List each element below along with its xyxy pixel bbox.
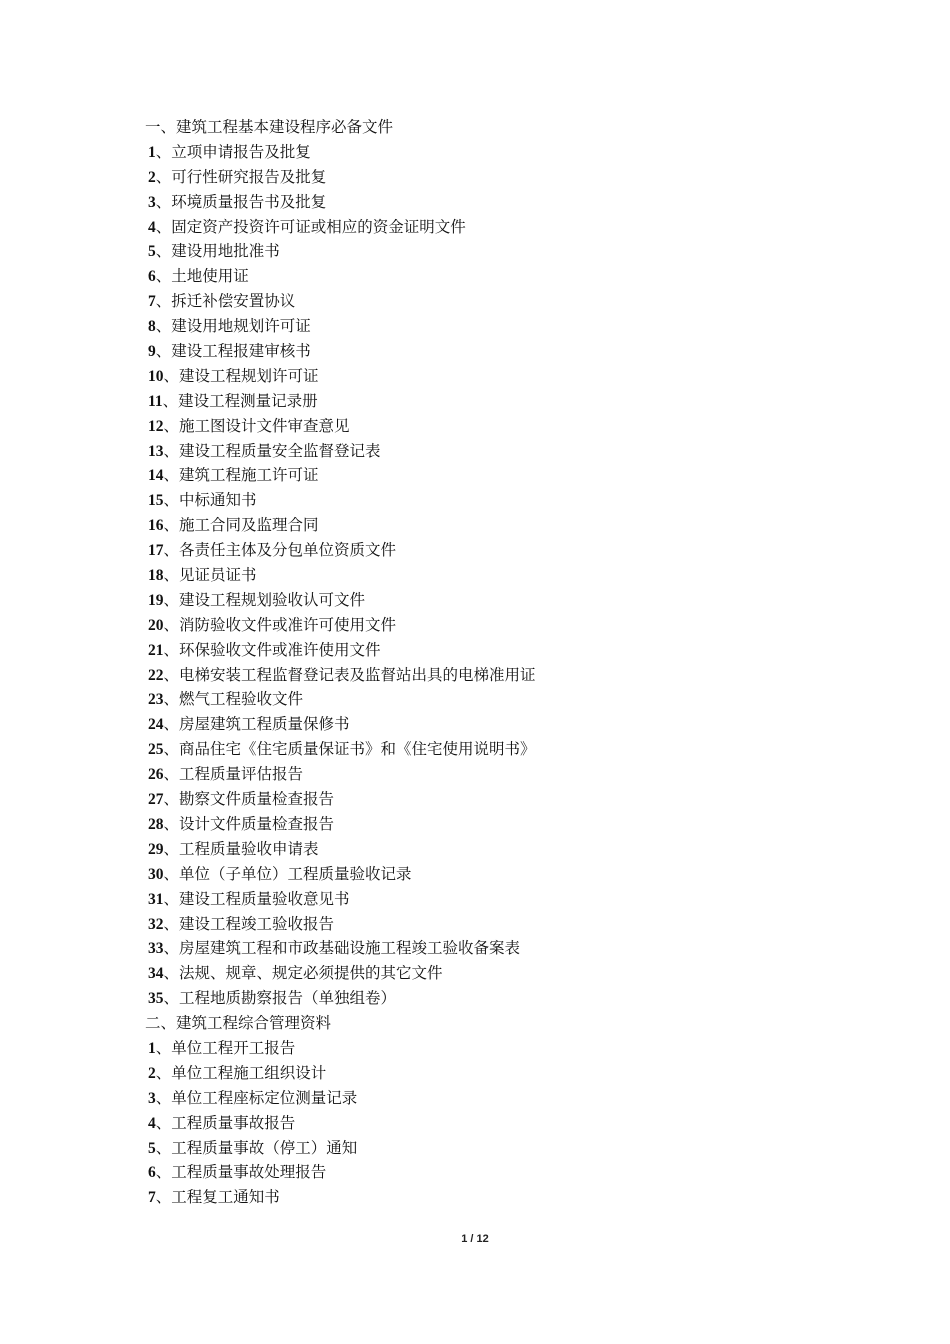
item-number: 11 bbox=[148, 392, 163, 410]
item-number: 30 bbox=[148, 865, 164, 883]
item-number: 4 bbox=[148, 218, 156, 236]
list-item bbox=[145, 488, 845, 513]
item-text: 、可行性研究报告及批复 bbox=[155, 167, 327, 186]
list-item bbox=[145, 613, 845, 638]
page-number: 1 / 12 bbox=[461, 1233, 489, 1245]
item-text: 、工程质量事故（停工）通知 bbox=[155, 1138, 358, 1157]
item-number: 18 bbox=[148, 567, 164, 585]
list-item bbox=[145, 513, 845, 538]
item-number: 12 bbox=[148, 417, 164, 435]
item-number: 6 bbox=[148, 1164, 156, 1182]
item-number: 24 bbox=[148, 716, 164, 734]
list-item bbox=[145, 762, 845, 787]
item-number: 21 bbox=[148, 641, 164, 659]
list-item bbox=[145, 563, 845, 588]
item-number: 15 bbox=[148, 492, 164, 510]
item-text: 、单位工程开工报告 bbox=[155, 1038, 296, 1057]
item-text: 、环保验收文件或准许使用文件 bbox=[163, 640, 381, 659]
item-text: 、单位（子单位）工程质量验收记录 bbox=[163, 864, 412, 883]
item-text: 、房屋建筑工程质量保修书 bbox=[163, 715, 350, 734]
list-item bbox=[145, 140, 845, 165]
list-item bbox=[145, 289, 845, 314]
item-number: 19 bbox=[148, 591, 164, 609]
list-item bbox=[145, 364, 845, 389]
item-number: 28 bbox=[148, 815, 164, 833]
item-text: 、工程质量评估报告 bbox=[163, 765, 304, 784]
item-text: 、消防验收文件或准许可使用文件 bbox=[163, 615, 397, 634]
item-number: 34 bbox=[148, 965, 164, 983]
list-item bbox=[145, 538, 845, 563]
item-text: 、工程复工通知书 bbox=[155, 1188, 280, 1207]
item-number: 25 bbox=[148, 741, 164, 759]
item-text: 、勘察文件质量检查报告 bbox=[163, 790, 335, 809]
item-text: 、建设工程竣工验收报告 bbox=[163, 914, 335, 933]
item-text: 、建设工程质量安全监督登记表 bbox=[163, 441, 381, 460]
item-number: 17 bbox=[148, 542, 164, 560]
item-number: 14 bbox=[148, 467, 164, 485]
list-item bbox=[145, 588, 845, 613]
item-number: 20 bbox=[148, 616, 164, 634]
item-text: 、建设工程规划验收认可文件 bbox=[163, 590, 366, 609]
list-item bbox=[145, 787, 845, 812]
list-item bbox=[145, 463, 845, 488]
item-text: 、建设工程质量验收意见书 bbox=[163, 889, 350, 908]
section-heading: 二、建筑工程综合管理资料 bbox=[145, 1014, 332, 1033]
list-item bbox=[145, 737, 845, 762]
list-item bbox=[145, 165, 845, 190]
item-text: 、工程质量事故报告 bbox=[155, 1113, 296, 1132]
item-number: 22 bbox=[148, 666, 164, 684]
list-item bbox=[145, 389, 845, 414]
document-body bbox=[145, 115, 845, 1210]
item-number: 4 bbox=[148, 1114, 156, 1132]
list-item bbox=[145, 663, 845, 688]
item-number: 3 bbox=[148, 1089, 156, 1107]
list-item bbox=[145, 339, 845, 364]
item-text: 、中标通知书 bbox=[163, 491, 257, 510]
list-item bbox=[145, 439, 845, 464]
item-text: 、单位工程施工组织设计 bbox=[155, 1063, 327, 1082]
item-number: 32 bbox=[148, 915, 164, 933]
item-text: 、各责任主体及分包单位资质文件 bbox=[163, 541, 397, 560]
list-item bbox=[145, 961, 845, 986]
item-text: 、建设工程报建审核书 bbox=[155, 342, 311, 361]
list-item bbox=[145, 1136, 845, 1161]
list-item bbox=[145, 1061, 845, 1086]
item-text: 、法规、规章、规定必须提供的其它文件 bbox=[163, 964, 443, 983]
list-item bbox=[145, 812, 845, 837]
item-number: 5 bbox=[148, 1139, 156, 1157]
item-text: 、建设工程测量记录册 bbox=[162, 391, 318, 410]
item-text: 、建设用地批准书 bbox=[155, 242, 280, 261]
list-item bbox=[145, 264, 845, 289]
list-item bbox=[145, 190, 845, 215]
list-item bbox=[145, 687, 845, 712]
item-number: 26 bbox=[148, 766, 164, 784]
item-number: 35 bbox=[148, 990, 164, 1008]
list-item bbox=[145, 1111, 845, 1136]
item-number: 31 bbox=[148, 890, 164, 908]
item-text: 、立项申请报告及批复 bbox=[155, 142, 311, 161]
item-number: 13 bbox=[148, 442, 164, 460]
item-text: 、单位工程座标定位测量记录 bbox=[155, 1088, 358, 1107]
list-item bbox=[145, 1036, 845, 1061]
item-text: 、固定资产投资许可证或相应的资金证明文件 bbox=[155, 217, 466, 236]
list-item bbox=[145, 912, 845, 937]
item-number: 33 bbox=[148, 940, 164, 958]
item-text: 、建设工程规划许可证 bbox=[163, 366, 319, 385]
item-number: 27 bbox=[148, 791, 164, 809]
item-text: 、房屋建筑工程和市政基础设施工程竣工验收备案表 bbox=[163, 939, 521, 958]
list-item bbox=[145, 936, 845, 961]
item-number: 23 bbox=[148, 691, 164, 709]
list-item bbox=[145, 314, 845, 339]
item-text: 、燃气工程验收文件 bbox=[163, 690, 304, 709]
list-item bbox=[145, 862, 845, 887]
item-number: 16 bbox=[148, 517, 164, 535]
item-number: 1 bbox=[148, 1039, 156, 1057]
item-text: 、工程质量验收申请表 bbox=[163, 839, 319, 858]
item-text: 、见证员证书 bbox=[163, 566, 257, 585]
item-number: 1 bbox=[148, 143, 156, 161]
item-text: 、电梯安装工程监督登记表及监督站出具的电梯准用证 bbox=[163, 665, 536, 684]
list-item bbox=[145, 887, 845, 912]
list-item bbox=[145, 1185, 845, 1210]
item-number: 9 bbox=[148, 343, 156, 361]
item-number: 7 bbox=[148, 1189, 156, 1207]
item-text: 、工程地质勘察报告（单独组卷） bbox=[163, 989, 397, 1008]
item-number: 10 bbox=[148, 367, 164, 385]
item-number: 5 bbox=[148, 243, 156, 261]
item-number: 8 bbox=[148, 318, 156, 336]
list-item bbox=[145, 239, 845, 264]
list-item bbox=[145, 986, 845, 1011]
list-item bbox=[145, 1160, 845, 1185]
item-text: 、拆迁补偿安置协议 bbox=[155, 292, 296, 311]
section-heading: 一、建筑工程基本建设程序必备文件 bbox=[145, 118, 394, 136]
item-text: 、建筑工程施工许可证 bbox=[163, 466, 319, 485]
item-text: 、商品住宅《住宅质量保证书》和《住宅使用说明书》 bbox=[163, 740, 536, 759]
list-item bbox=[145, 414, 845, 439]
item-number: 6 bbox=[148, 268, 156, 286]
item-text: 、工程质量事故处理报告 bbox=[155, 1163, 327, 1182]
list-item bbox=[145, 712, 845, 737]
item-number: 3 bbox=[148, 193, 156, 211]
item-number: 2 bbox=[148, 168, 156, 186]
item-text: 、建设用地规划许可证 bbox=[155, 317, 311, 336]
item-number: 29 bbox=[148, 840, 164, 858]
item-text: 、环境质量报告书及批复 bbox=[155, 192, 327, 211]
list-item bbox=[145, 215, 845, 240]
item-text: 、土地使用证 bbox=[155, 267, 249, 286]
item-text: 、施工合同及监理合同 bbox=[163, 516, 319, 535]
list-item bbox=[145, 638, 845, 663]
item-text: 、设计文件质量检查报告 bbox=[163, 814, 335, 833]
item-number: 7 bbox=[148, 293, 156, 311]
list-item bbox=[145, 837, 845, 862]
item-text: 、施工图设计文件审查意见 bbox=[163, 416, 350, 435]
list-item bbox=[145, 1086, 845, 1111]
item-number: 2 bbox=[148, 1064, 156, 1082]
